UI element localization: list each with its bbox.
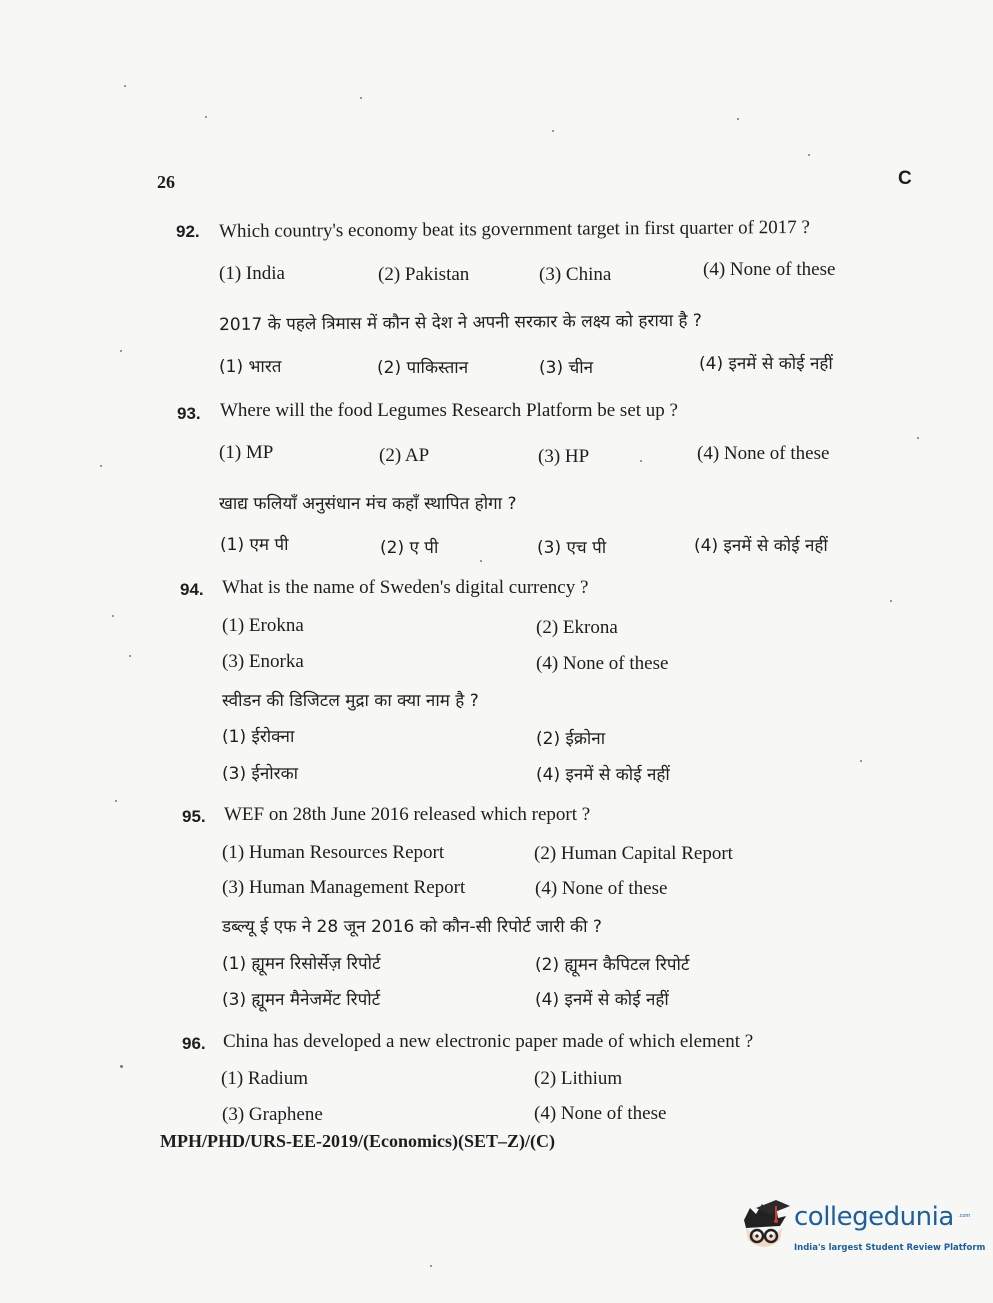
question-number: 95. bbox=[182, 807, 206, 826]
option-4-en: (4) None of these bbox=[534, 1103, 667, 1124]
option-3-en: (3) Enorka bbox=[222, 651, 304, 672]
question-number: 94. bbox=[180, 580, 204, 599]
option-1-hi: (1) भारत bbox=[219, 357, 282, 377]
option-3-en: (3) HP bbox=[538, 446, 590, 467]
collegedunia-watermark bbox=[736, 1196, 986, 1262]
question-text-hi: 2017 के पहले त्रिमास में कौन से देश ने अपनी सरकार के लक्ष्य को हराया है ? bbox=[218, 310, 703, 336]
brand-name: collegedunia bbox=[794, 1202, 954, 1232]
option-3-hi: (3) एच पी bbox=[537, 538, 607, 558]
option-1-en: (1) MP bbox=[219, 442, 274, 463]
option-4-hi: (4) इनमें से कोई नहीं bbox=[694, 536, 828, 556]
option-1-en: (1) India bbox=[219, 263, 285, 284]
option-2-en: (2) Lithium bbox=[534, 1068, 623, 1089]
option-3-hi: (3) ह्यूमन मैनेजमेंट रिपोर्ट bbox=[222, 990, 381, 1010]
option-1-hi: (1) ह्यूमन रिसोर्सेज़ रिपोर्ट bbox=[222, 954, 381, 974]
option-4-en: (4) None of these bbox=[536, 653, 669, 674]
option-4-hi: (4) इनमें से कोई नहीं bbox=[699, 354, 833, 374]
option-3-en: (3) China bbox=[539, 264, 612, 285]
option-3-hi: (3) चीन bbox=[539, 358, 594, 378]
brand-tagline: India's largest Student Review Platform bbox=[794, 1243, 986, 1253]
option-4-en: (4) None of these bbox=[697, 443, 830, 464]
option-4-en: (4) None of these bbox=[703, 259, 836, 280]
option-4-hi: (4) इनमें से कोई नहीं bbox=[536, 765, 670, 785]
option-1-hi: (1) ईरोक्ना bbox=[222, 727, 295, 747]
page-number: 26 bbox=[157, 172, 175, 192]
option-3-en: (3) Graphene bbox=[222, 1104, 323, 1125]
question-text-en: Which country's economy beat its government target in first quarter of 2017 ? bbox=[218, 216, 810, 243]
option-4-hi: (4) इनमें से कोई नहीं bbox=[535, 990, 669, 1010]
question-text-en: China has developed a new electronic paper made of which element ? bbox=[223, 1031, 754, 1052]
question-text-en: What is the name of Sweden's digital currency ? bbox=[222, 577, 589, 598]
option-1-hi: (1) एम पी bbox=[220, 535, 289, 555]
question-text-en: WEF on 28th June 2016 released which report ? bbox=[224, 804, 591, 825]
option-3-hi: (3) ईनोरका bbox=[222, 764, 299, 784]
option-3-en: (3) Human Management Report bbox=[222, 877, 466, 898]
exam-code-footer: MPH/PHD/URS-EE-2019/(Economics)(SET–Z)/(C) bbox=[160, 1131, 555, 1151]
question-text-en: Where will the food Legumes Research Platform be set up ? bbox=[220, 400, 678, 421]
option-2-hi: (2) पाकिस्तान bbox=[377, 358, 469, 378]
question-text-hi: स्वीडन की डिजिटल मुद्रा का क्या नाम है ? bbox=[222, 691, 479, 711]
question-text-hi: खाद्य फलियाँ अनुसंधान मंच कहाँ स्थापित होगा ? bbox=[219, 494, 517, 514]
question-number: 96. bbox=[182, 1034, 206, 1053]
question-number: 92. bbox=[176, 222, 200, 241]
option-1-en: (1) Human Resources Report bbox=[222, 842, 445, 863]
option-2-hi: (2) ए पी bbox=[380, 538, 439, 558]
question-text-hi: डब्ल्यू ई एफ ने 28 जून 2016 को कौन-सी रिपोर्ट जारी की ? bbox=[222, 917, 602, 937]
set-letter: C bbox=[898, 168, 912, 189]
option-1-en: (1) Radium bbox=[221, 1068, 309, 1089]
question-number: 93. bbox=[177, 404, 201, 423]
option-2-en: (2) Ekrona bbox=[536, 617, 618, 638]
option-2-en: (2) AP bbox=[379, 445, 430, 466]
option-2-en: (2) Pakistan bbox=[378, 264, 470, 285]
option-2-hi: (2) ह्यूमन कैपिटल रिपोर्ट bbox=[535, 955, 690, 975]
option-4-en: (4) None of these bbox=[535, 878, 668, 899]
mascot-icon bbox=[736, 1196, 792, 1256]
brand-domain: .com bbox=[958, 1213, 971, 1219]
option-2-hi: (2) ईक्रोना bbox=[536, 729, 606, 749]
option-1-en: (1) Erokna bbox=[222, 615, 304, 636]
option-2-en: (2) Human Capital Report bbox=[534, 843, 733, 864]
